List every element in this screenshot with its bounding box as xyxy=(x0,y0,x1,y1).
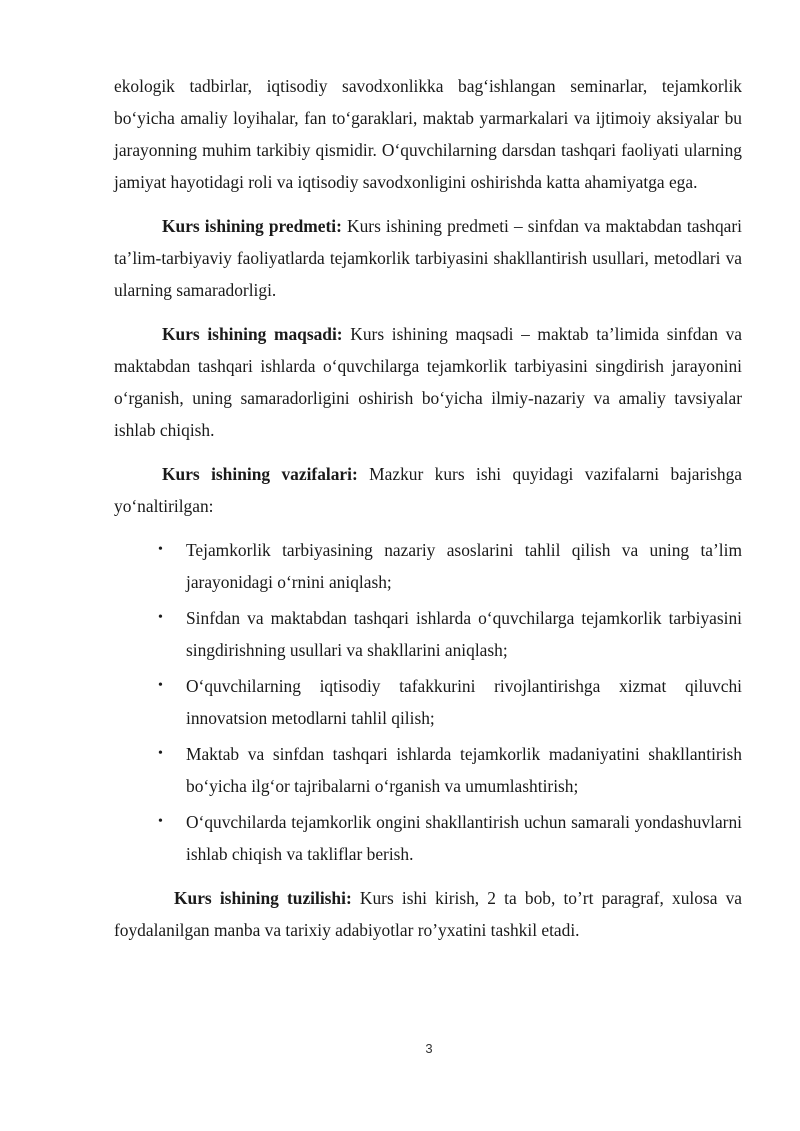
bullet-icon: • xyxy=(158,814,163,829)
bullet-icon: • xyxy=(158,678,163,693)
tasks-heading: Kurs ishining vazifalari: xyxy=(162,464,358,484)
goal-paragraph xyxy=(114,318,742,446)
tasks-paragraph xyxy=(114,458,742,522)
bullet-icon: • xyxy=(158,542,163,557)
list-item-text: Sinfdan va maktabdan tashqari ishlarda o‘quvchilarga tejamkorlik tarbiyasini singdirishning usullari va shakllarini aniqlash; xyxy=(186,608,742,660)
list-item xyxy=(114,534,742,598)
subject-text: Kurs ishining predmeti – sinfdan va maktabdan tashqari ta’lim-tarbiyaviy faoliyatlarda tejamkorlik tarbiyasini shakllantirish usullari, metodlari va ularning samaradorligi. xyxy=(114,216,742,300)
list-item xyxy=(114,806,742,870)
list-item-text: Tejamkorlik tarbiyasining nazariy asoslarini tahlil qilish va uning ta’lim jarayonidagi o‘rnini aniqlash; xyxy=(186,540,742,592)
goal-heading: Kurs ishining maqsadi: xyxy=(162,324,343,344)
document-body xyxy=(114,70,742,946)
list-item-text: O‘quvchilarning iqtisodiy tafakkurini rivojlantirishga xizmat qiluvchi innovatsion metodlarni tahlil qilish; xyxy=(186,676,742,728)
subject-paragraph xyxy=(114,210,742,306)
tasks-list xyxy=(114,534,742,870)
bullet-icon: • xyxy=(158,610,163,625)
list-item xyxy=(114,738,742,802)
list-item-text: O‘quvchilarda tejamkorlik ongini shakllantirish uchun samarali yondashuvlarni ishlab chiqish va takliflar berish. xyxy=(186,812,742,864)
subject-heading: Kurs ishining predmeti: xyxy=(162,216,342,236)
list-item xyxy=(114,602,742,666)
structure-text: Kurs ishi kirish, 2 ta bob, to’rt paragraf, xulosa va foydalanilgan manba va tarixiy adabiyotlar ro’yxatini tashkil etadi. xyxy=(114,888,742,940)
list-item xyxy=(114,670,742,734)
structure-paragraph xyxy=(114,882,742,946)
intro-paragraph: ekologik tadbirlar, iqtisodiy savodxonlikka bag‘ishlangan seminarlar, tejamkorlik bo‘yicha amaliy loyihalar, fan to‘garaklari, maktab yarmarkalari va ijtimoiy aksiyalar bu jarayonning muhim tarkibiy qismidir. O‘quvchilarning darsdan tashqari faoliyati ularning jamiyat hayotidagi roli va iqtisodiy savodxonligini oshirishda katta ahamiyatga ega. xyxy=(114,76,742,192)
list-item-text: Maktab va sinfdan tashqari ishlarda tejamkorlik madaniyatini shakllantirish bo‘yicha ilg‘or tajribalarni o‘rganish va umumlashtirish; xyxy=(186,744,742,796)
goal-text: Kurs ishining maqsadi – maktab ta’limida sinfdan va maktabdan tashqari ishlarda o‘quvchilarga tejamkorlik tarbiyasini singdirish jarayonini o‘rganish, uning samaradorligini oshirish bo‘yicha ilmiy-nazariy va amaliy tavsiyalar ishlab chiqish. xyxy=(114,324,742,440)
bullet-icon: • xyxy=(158,746,163,761)
structure-heading: Kurs ishining tuzilishi: xyxy=(174,888,352,908)
page-number: 3 xyxy=(425,1041,433,1056)
tasks-text: Mazkur kurs ishi quyidagi vazifalarni bajarishga yo‘naltirilgan: xyxy=(114,464,742,516)
